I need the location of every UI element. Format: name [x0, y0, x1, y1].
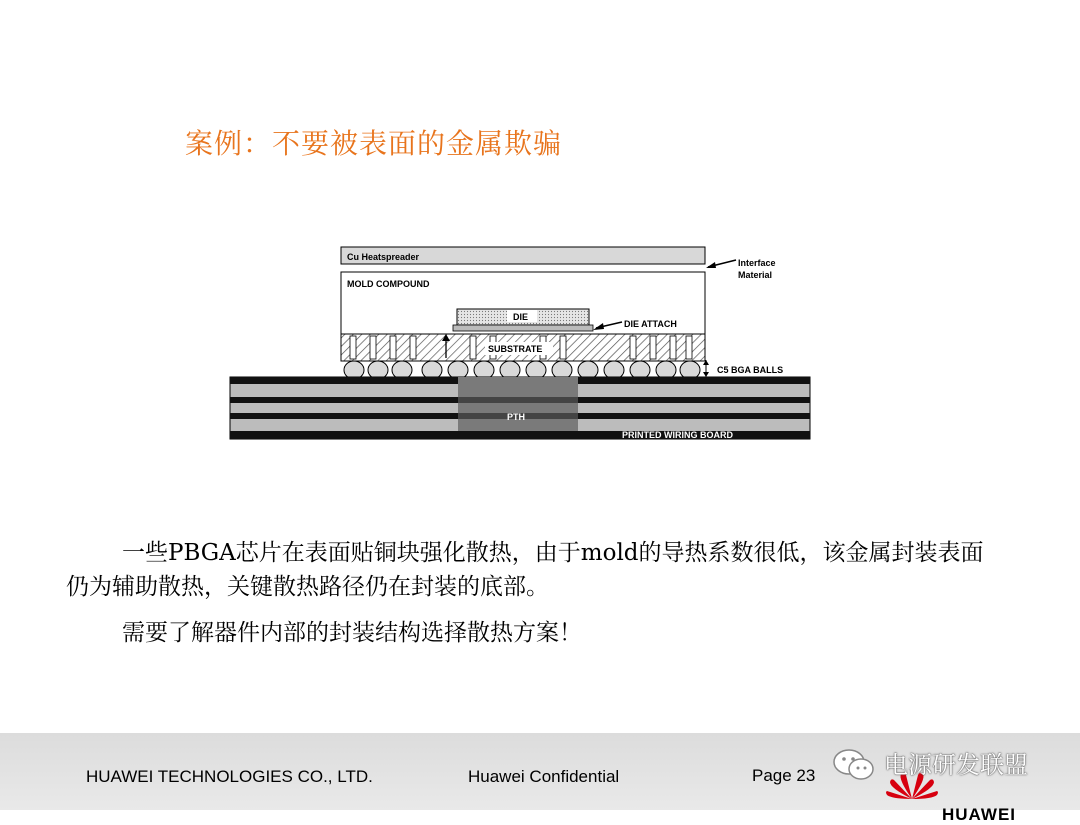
- body-paragraph-1: 一些PBGA芯片在表面贴铜块强化散热，由于mold的导热系数很低，该金属封装表面仍为辅助散热，关键散热路径仍在封装的底部。: [66, 540, 984, 600]
- pwb-label: PRINTED WIRING BOARD: [622, 430, 733, 440]
- slide-footer: [0, 733, 1080, 824]
- body-paragraph-2: 需要了解器件内部的封装结构选择散热方案！: [122, 620, 582, 646]
- balls-label: C5 BGA BALLS: [717, 365, 784, 375]
- pth-label: PTH: [507, 412, 525, 422]
- bga-balls: [344, 361, 700, 379]
- pth: [458, 377, 578, 431]
- substrate-label: SUBSTRATE: [488, 344, 543, 354]
- interface-label-1: Interface: [738, 258, 776, 268]
- die-label: DIE: [513, 312, 529, 322]
- interface-label-2: Material: [738, 270, 773, 280]
- slide-body: [66, 536, 986, 650]
- footer-page-number: Page 23: [752, 766, 816, 785]
- slide-title: 案例：不要被表面的金属欺骗: [185, 127, 563, 160]
- huawei-logo-text: HUAWEI: [942, 805, 1016, 824]
- heatspreader-label: Cu Heatspreader: [347, 252, 420, 262]
- mold-label: MOLD COMPOUND: [347, 279, 430, 289]
- pbga-cross-section: [220, 238, 820, 448]
- die-attach-label: DIE ATTACH: [624, 319, 677, 329]
- footer-company: HUAWEI TECHNOLOGIES CO., LTD.: [86, 767, 373, 786]
- pbga-package-diagram: [220, 238, 820, 448]
- footer-confidential: Huawei Confidential: [468, 767, 620, 786]
- wechat-icon: [832, 747, 876, 783]
- die-attach: [453, 325, 593, 331]
- watermark-text: 电源研发联盟: [884, 751, 1028, 779]
